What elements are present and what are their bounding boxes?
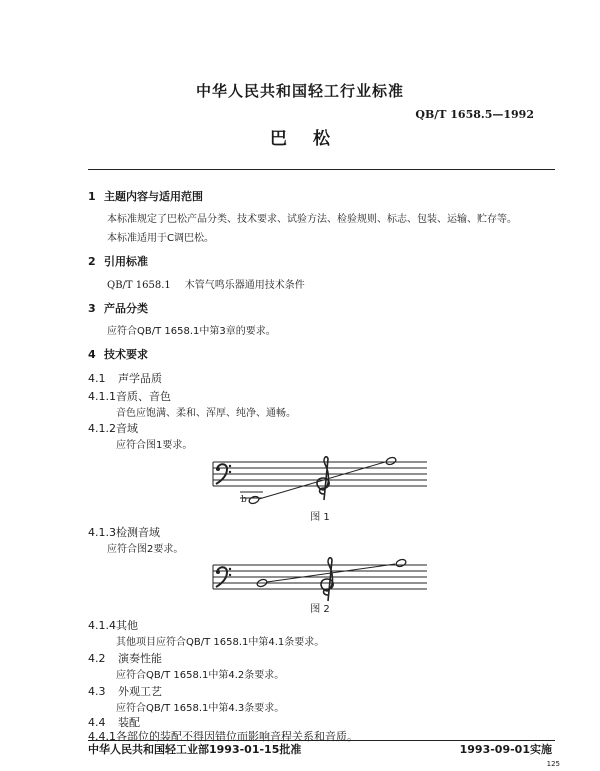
reference-entry [107,276,305,291]
section-4-1-4-heading: 4.1.4其他 [88,619,138,632]
document-title-text: 巴松 [270,129,356,149]
treble-clef-icon [321,558,333,601]
section-2-heading: 2 引用标准 [88,255,148,268]
figure-1-caption: 图 1 [310,512,330,523]
treble-clef-icon [317,457,329,500]
section-4-1-heading: 4.1 声学品质 [88,372,162,385]
standard-code: QB/T 1658.5—1992 [415,108,534,121]
staff-lines [213,565,427,589]
section-1-heading: 1 主题内容与适用范围 [88,190,203,203]
highest-note [385,456,397,465]
section-4-2-heading: 4.2 演奏性能 [88,652,162,665]
section-3-para: 应符合QB/T 1658.1中第3章的要求。 [107,326,276,337]
section-1-para-2: 本标准适用于C调巴松。 [107,233,214,244]
staff-lines [213,462,427,486]
section-4-heading: 4 技术要求 [88,348,148,361]
section-1-para-1: 本标准规定了巴松产品分类、技术要求、试验方法、检验规则、标志、包装、运输、贮存等。 [107,214,517,225]
section-4-3-para: 应符合QB/T 1658.1中第4.3条要求。 [116,703,285,714]
section-4-1-1-heading: 4.1.1音质、音色 [88,390,171,403]
section-4-4-heading: 4.4 装配 [88,716,140,729]
section-4-2-para: 应符合QB/T 1658.1中第4.2条要求。 [116,670,285,681]
section-4-3-heading: 4.3 外观工艺 [88,685,162,698]
figure-1-staff [205,450,435,510]
page-number: 125 [546,760,560,768]
document-title [0,124,600,149]
section-4-1-3-para: 应符合图2要求。 [107,544,184,555]
reference-code: QB/T 1658.1 [107,280,171,291]
header-divider [88,169,555,170]
section-4-4-1-line: 4.4.1各部位的装配不得因错位而影响音程关系和音质。 [88,730,358,743]
section-4-1-1-para: 音色应饱满、柔和、浑厚、纯净、通畅。 [116,408,296,419]
figure-2-staff [205,553,435,605]
reference-title: 木管气鸣乐器通用技术条件 [184,280,305,291]
standard-org-title: 中华人民共和国轻工行业标准 [195,82,404,100]
section-3-heading: 3 产品分类 [88,302,148,315]
approval-statement: 中华人民共和国轻工业部1993-01-15批准 [88,743,302,756]
figure-2-caption: 图 2 [310,604,330,615]
section-4-1-3-heading: 4.1.3检测音域 [88,526,160,539]
highest-note [395,558,407,567]
section-4-1-2-para: 应符合图1要求。 [116,440,193,451]
flat-icon: b [241,495,247,505]
section-4-1-2-heading: 4.1.2音域 [88,422,138,435]
implementation-date: 1993-09-01实施 [459,743,552,756]
section-4-1-4-para: 其他项目应符合QB/T 1658.1中第4.1条要求。 [116,637,325,648]
lowest-note [248,495,260,504]
